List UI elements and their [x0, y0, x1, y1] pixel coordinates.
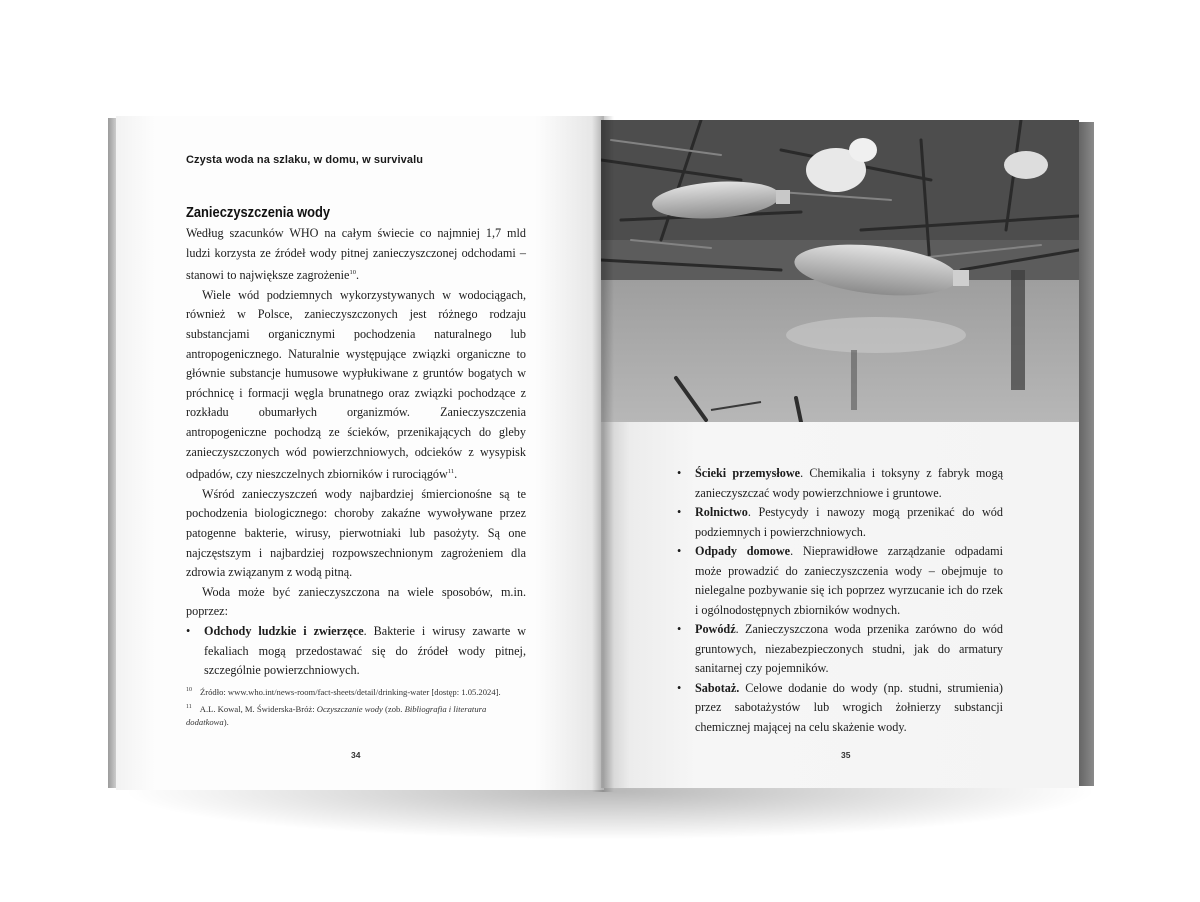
footnote-ref: 10 — [349, 269, 356, 277]
bullet-list — [677, 464, 1003, 737]
list-item: • Sabotaż. Celowe dodanie do wody (np. studni, strumienia) przez sabotażystów lub wrogich żołnierzy substancji chemicznej mającej na celu skażenie wody. — [677, 679, 1003, 738]
list-item: • Odchody ludzkie i zwierzęce. Bakterie i wirusy zawarte w fekaliach mogą przedostawać się do źródeł wody pitnej, szczególnie powierzchniowych. — [186, 622, 526, 681]
section-title: Zanieczyszczenia wody — [186, 204, 331, 221]
polluted-water-plastic-bottles-photo — [601, 120, 1079, 422]
footnote-ref: 11 — [447, 468, 455, 476]
book-gutter — [592, 116, 614, 792]
list-item: • Ścieki przemysłowe. Chemikalia i toksyny z fabryk mogą zanieczyszczać wody powierzchniowe i gruntowe. — [677, 464, 1003, 503]
paragraph: Wiele wód podziemnych wykorzystywanych w wodociągach, również w Polsce, zanieczyszczonych jest różnego rodzaju substancjami organicznymi pochodzenia naturalnego lub antropogenicznego. Naturalnie występujące związki organiczne to głównie substancje humusowe wypłukiwane z gruntów bogatych w próchnicę i formacji węgla brunatnego oraz związki pochodzące z rozkładu obumarłych organizmów. Zanieczyszczenia antropogeniczne pochodzą ze ścieków, przenikających do gleby zanieczyszczonych wód powierzchniowych, odcieków z wysypisk odpadów, czy nieszczelnych zbiorników i rurociągów$^{11}$. — [186, 287, 526, 482]
list-item: • Odpady domowe. Nieprawidłowe zarządzanie odpadami może prowadzić do zanieczyszczenia wody – obejmuje to nielegalne pozbywanie się ich poprzez wyrzucanie ich do rzek i ogólnodostępnych zbiorników wodnych. — [677, 542, 1003, 620]
left-page — [116, 116, 604, 790]
running-head: Czysta woda na szlaku, w domu, w survivalu — [186, 154, 424, 166]
footnote: $^{11}$ A.L. Kowal, M. Świderska-Bróż: Oczyszczanie wody (zob. Bibliografia i literatura dodatkowa). — [186, 703, 487, 727]
paragraph: Według szacunków WHO na całym świecie co najmniej 1,7 mld ludzi korzysta ze źródeł wody pitnej zanieczyszczonej odchodami – stanowi to największe zagrożenie$^{10}$. — [186, 226, 526, 283]
footnote: $^{10}$ Źródło: www.who.int/news-room/fact-sheets/detail/drinking-water [dostęp: 1.05.2024]. — [186, 686, 501, 697]
right-page-body — [677, 464, 1003, 737]
list-item: • Rolnictwo. Pestycydy i nawozy mogą przenikać do wód podziemnych i powierzchniowych. — [677, 503, 1003, 542]
list-item: • Powódź. Zanieczyszczona woda przenika zarówno do wód gruntowych, niezabezpieczonych studni, jak do armatury sanitarnej czy pojemników. — [677, 620, 1003, 679]
paragraph: Wśród zanieczyszczeń wody najbardziej śmiercionośne są te pochodzenia biologicznego: choroby zakaźne wywoływane przez patogenne bakterie, wirusy, pierwotniaki lub pasożyty. Są one najczęstszym i najbardziej rozpowszechnionym zagrożeniem dla zdrowia związanym z wodą pitną. — [186, 486, 526, 580]
right-page — [601, 120, 1079, 788]
paragraph: Woda może być zanieczyszczona na wiele sposobów, m.in. poprzez: — [186, 584, 526, 619]
left-page-body — [186, 224, 526, 681]
footnotes — [186, 684, 531, 731]
bullet-list — [186, 622, 526, 681]
page-number: 34 — [351, 750, 361, 760]
page-number: 35 — [841, 750, 851, 760]
